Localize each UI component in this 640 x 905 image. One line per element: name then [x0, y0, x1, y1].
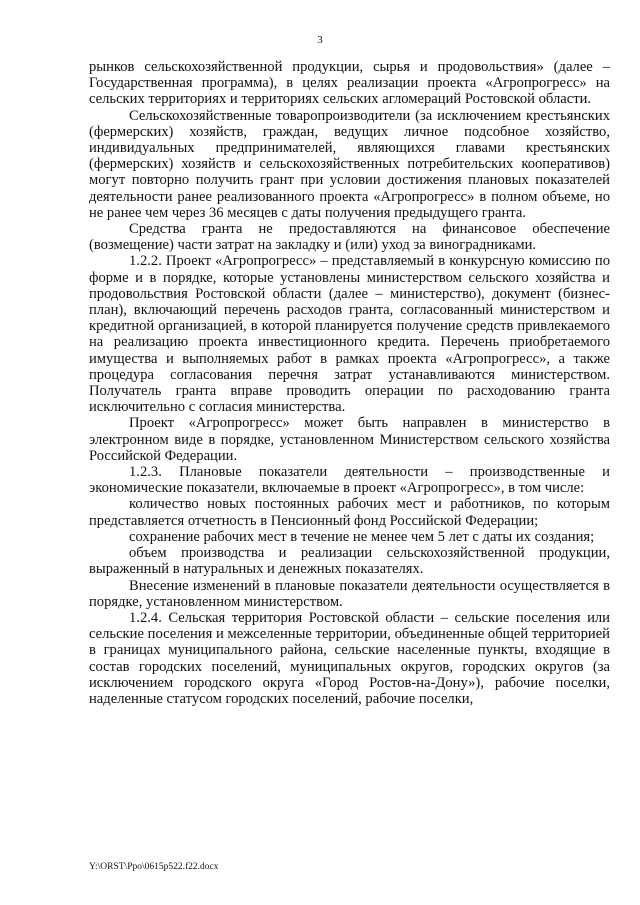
paragraph-producers: Сельскохозяйственные товаропроизводители (за исключением крестьянских (фермерских) хозяйств, граждан, ведущих личное подсобное хозяйство, индивидуальных предпринимателей, являющихся главами крестьянских (фермерских) хозяйств и сельскохозяйственных потребительских кооперативов) могут повторно получить грант при условии достижения плановых показателей деятельности ранее реализованного проекта «Агропрогресс» в полном объеме, но не ранее чем через 36 месяцев с даты получения предыдущего гранта. [89, 107, 610, 221]
paragraph-1-2-3: 1.2.3. Плановые показатели деятельности – производственные и экономические показатели, включаемые в проект «Агропрогресс», в том числе: [89, 464, 610, 497]
paragraph-production-volume: объем производства и реализации сельскохозяйственной продукции, выраженный в натуральных и денежных показателях. [89, 545, 610, 578]
paragraph-1-2-2: 1.2.2. Проект «Агропрогресс» – представляемый в конкурсную комиссию по форме и в порядке, которые установлены министерством сельского хозяйства и продовольствия Ростовской области (далее – министерство), документ (бизнес-план), включающий перечень расходов гранта, согласованный министерством и кредитной организацией, в которой планируется получение средств привлекаемого на реализацию проекта инвестиционного кредита. Перечень приобретаемого имущества и выполняемых работ в рамках проекта «Агропрогресс», а также процедура согласования перечня затрат устанавливаются министерством. Получатель гранта вправе проводить операции по расходованию гранта исключительно с согласия министерства. [89, 253, 610, 416]
document-body [89, 59, 610, 707]
file-path-footer: Y:\ORST\Ppo\0615p522.f22.docx [89, 862, 219, 872]
page-number: 3 [317, 34, 323, 46]
paragraph-continuation: рынков сельскохозяйственной продукции, сырья и продовольствия» (далее – Государственная программа), в целях реализации проекта «Агропрогресс» на сельских территориях и территориях сельских агломераций Ростовской области. [89, 59, 610, 108]
paragraph-jobs-count: количество новых постоянных рабочих мест и работников, по которым представляется отчетность в Пенсионный фонд Российской Федерации; [89, 496, 610, 529]
paragraph-1-2-4: 1.2.4. Сельская территория Ростовской области – сельские поселения или сельские поселения и межселенные территории, объединенные общей территорией в границах муниципального района, сельские населенные пункты, входящие в состав городских поселений, муниципальных округов, городских округов (за исключением городского округа «Город Ростов-на-Дону»), рабочие поселки, наделенные статусом городских поселений, рабочие поселки, [89, 609, 610, 707]
paragraph-electronic-submission: Проект «Агропрогресс» может быть направлен в министерство в электронном виде в порядке, установленном Министерством сельского хозяйства Российской Федерации. [89, 415, 610, 464]
paragraph-vineyards: Средства гранта не предоставляются на финансовое обеспечение (возмещение) части затрат на закладку и (или) уход за виноградниками. [89, 221, 610, 254]
paragraph-indicator-changes: Внесение изменений в плановые показатели деятельности осуществляется в порядке, установленном министерством. [89, 577, 610, 610]
paragraph-jobs-retention: сохранение рабочих мест в течение не менее чем 5 лет с даты их создания; [129, 528, 595, 545]
